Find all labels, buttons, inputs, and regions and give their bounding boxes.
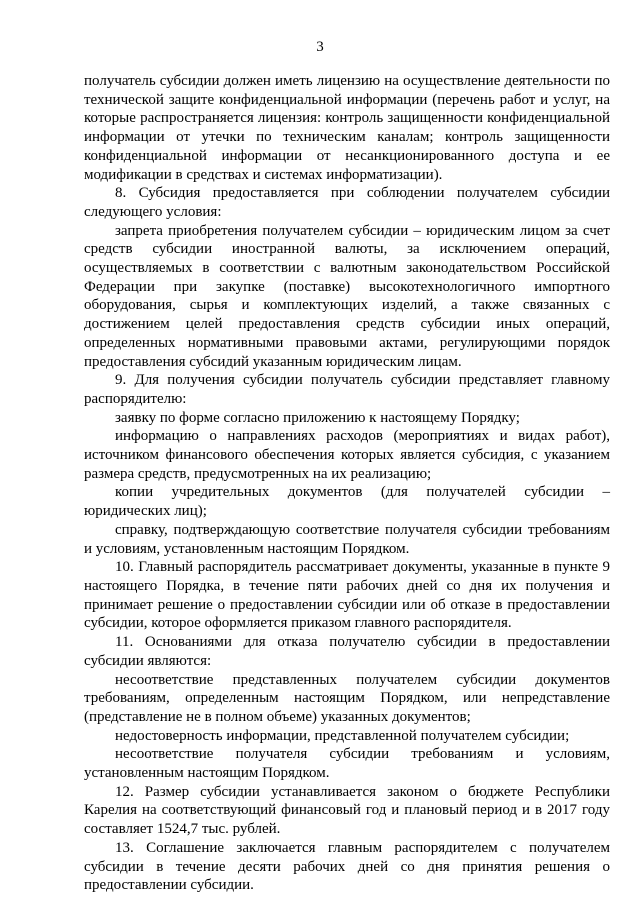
page-number: 3 — [316, 39, 324, 55]
paragraph-item-12: 12. Размер субсидии устанавливается законом о бюджете Республики Карелия на соответствующий финансовый год и плановый период и в 2017 году составляет 1524,7 тыс. рублей. — [84, 783, 610, 838]
paragraph-item-8: 8. Субсидия предоставляется при соблюдении получателем субсидии следующего условия: — [84, 185, 610, 220]
paragraph-application-form: заявку по форме согласно приложению к настоящему Порядку; — [115, 409, 520, 426]
paragraph-founding-documents: копии учредительных документов (для получателей субсидии – юридических лиц); — [84, 484, 610, 520]
paragraph-item-9: 9. Для получения субсидии получатель субсидии представляет главному распорядителю: — [84, 372, 610, 407]
paragraph-false-information: недостоверность информации, представленной получателем субсидии; — [115, 727, 570, 744]
paragraph-document-noncompliance: несоответствие представленных получателем субсидии документов требованиям, определенным настоящим Порядком, или непредставление (представление не в полном объеме) указанных документов; — [84, 671, 610, 725]
paragraph-license-requirement: получатель субсидии должен иметь лицензию на осуществление деятельности по технической защите конфиденциальной информации (перечень работ и услуг, на которые распространяется лицензия: контроль защищенности конфиденциальной информации от утечки по техническим каналам; контроль защищенности конфиденциальной информации от несанкционированного доступа и ее модификации в средствах и системах информатизации). — [84, 73, 610, 183]
paragraph-item-13: 13. Соглашение заключается главным распорядителем с получателем субсидии в течение десяти рабочих дней со дня принятия решения о предоставлении субсидии. — [84, 839, 610, 894]
paragraph-compliance-certificate: справку, подтверждающую соответствие получателя субсидии требованиям и условиям, установленным настоящим Порядком. — [84, 521, 610, 557]
paragraph-item-10: 10. Главный распорядитель рассматривает документы, указанные в пункте 9 настоящего Порядка, в течение пяти рабочих дней со дня их получения и принимает решение о предоставлении субсидии или об отказе в предоставлении субсидии, которое оформляется приказом главного распорядителя. — [84, 559, 610, 632]
paragraph-item-11: 11. Основаниями для отказа получателю субсидии в предоставлении субсидии являются: — [84, 634, 610, 669]
document-body — [84, 72, 610, 895]
paragraph-currency-prohibition: запрета приобретения получателем субсидии – юридическим лицом за счет средств субсидии иностранной валюты, за исключением операций, осуществляемых в соответствии с валютным законодательством Российской Федерации при закупке (поставке) высокотехнологичного импортного оборудования, сырья и комплектующих изделий, а также связанных с достижением целей предоставления средств субсидии иных операций, определенных нормативными правовыми актами, регулирующими порядок предоставления субсидий указанным юридическим лицам. — [84, 222, 610, 370]
paragraph-expense-information: информацию о направлениях расходов (мероприятиях и видах работ), источником финансового обеспечения которых является субсидия, с указанием размера средств, предусмотренных на их реализацию; — [84, 428, 610, 482]
paragraph-recipient-noncompliance: несоответствие получателя субсидии требованиям и условиям, установленным настоящим Порядком. — [84, 746, 610, 782]
